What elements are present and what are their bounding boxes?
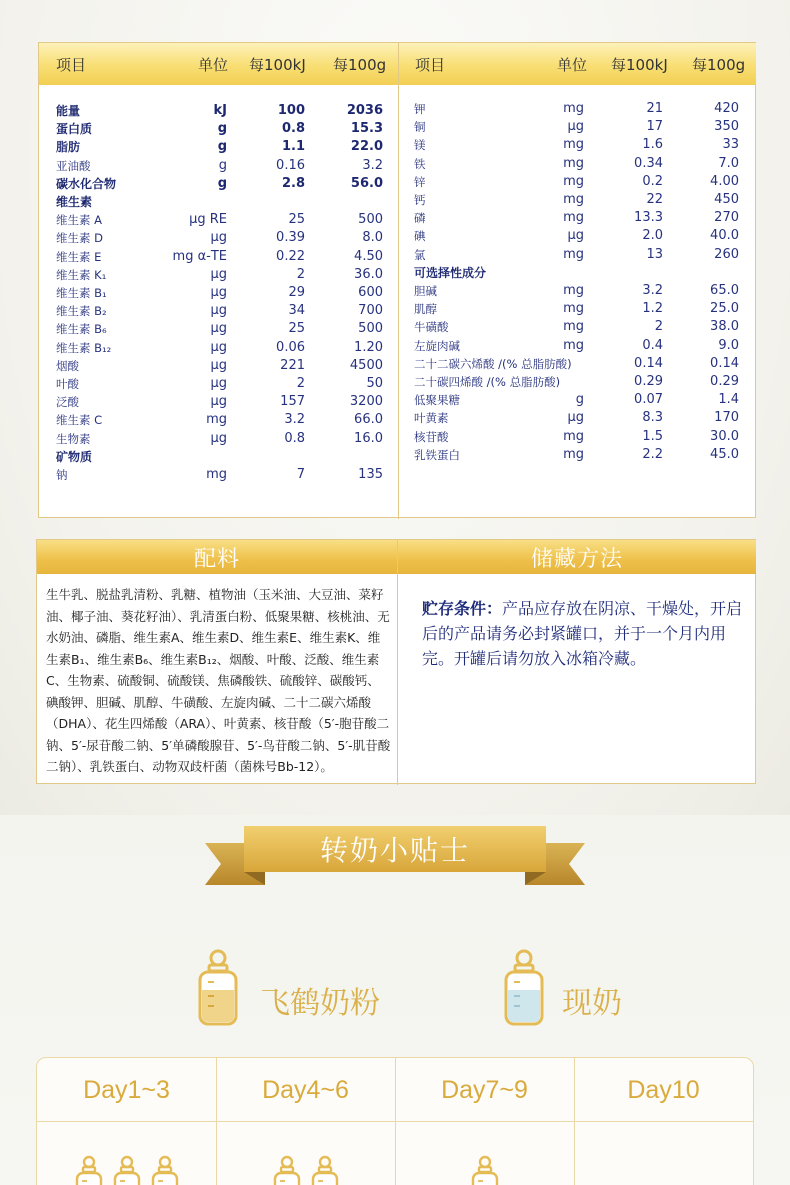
nutrient-per-100kj: 0.39 [276, 230, 305, 246]
nutrient-name: 二十二碳六烯酸 /(% 总脂肪酸) [414, 356, 572, 371]
nutrient-unit: mg [563, 319, 584, 335]
nutrient-per-100kj: 1.6 [642, 137, 663, 153]
nutrient-per-100kj: 0.22 [276, 248, 305, 264]
nutrient-unit: mg [563, 283, 584, 298]
nutrient-per-100g: 56.0 [350, 175, 383, 191]
day-label-3: Day7~9 [441, 1075, 528, 1104]
nutrition-header-left [39, 43, 398, 85]
nutrient-unit: mg [563, 446, 584, 462]
nutrient-unit: mg [563, 192, 584, 207]
storage-body: 产品应存放在阴凉、干燥处，开启后的产品请务必封紧罐口，并于一个月内用完。开罐后请勿放入冰箱冷藏。 [422, 599, 743, 668]
nutrient-per-100g: 350 [714, 119, 739, 135]
nutrient-name: 维生素 B₆ [56, 322, 107, 337]
nutrient-per-100g: 3.2 [362, 157, 383, 173]
nutrient-name: 碳水化合物 [56, 176, 117, 191]
nutrient-per-100kj: 13.3 [634, 210, 663, 226]
nutrient-unit: μg [210, 339, 227, 355]
day-label-4: Day10 [627, 1075, 700, 1104]
nutrient-per-100g: 2036 [346, 103, 383, 118]
nutrient-per-100kj: 0.2 [642, 173, 663, 189]
nutrient-per-100g: 500 [358, 321, 383, 337]
nutrient-per-100g: 4.00 [710, 173, 739, 189]
nutrient-unit: mg [563, 337, 584, 353]
header-unit: 单位 [198, 55, 229, 74]
nutrient-per-100kj: 2.0 [642, 228, 663, 244]
nutrient-name: 锌 [414, 174, 426, 189]
nutrition-row [39, 282, 757, 300]
nutrient-per-100kj: 8.3 [642, 410, 663, 426]
nutrient-per-100g: 0.29 [710, 374, 739, 389]
nutrient-per-100g: 270 [714, 210, 739, 226]
nutrient-name: 胆碱 [414, 284, 437, 298]
legend-current-label: 现奶 [562, 986, 622, 1021]
current-milk-bottle-icon [502, 948, 546, 1028]
nutrient-unit: kJ [213, 103, 227, 118]
nutrient-unit: μg [210, 285, 227, 300]
nutrient-per-100kj: 0.34 [634, 155, 663, 171]
nutrient-per-100kj: 3.2 [642, 283, 663, 298]
nutrient-name: 低聚果糖 [414, 393, 460, 408]
nutrient-unit: g [218, 157, 227, 173]
nutrient-per-100kj: 0.14 [634, 355, 663, 371]
nutrient-per-100g: 500 [358, 212, 383, 228]
nutrient-name: 能量 [56, 104, 81, 118]
day-bottle-icon [470, 1154, 500, 1185]
nutrient-per-100kj: 13 [646, 246, 663, 262]
nutrient-per-100g: 15.3 [350, 121, 383, 137]
nutrient-name: 维生素 B₁ [56, 286, 107, 300]
nutrient-unit: μg RE [189, 212, 227, 228]
nutrient-unit: mg [563, 301, 584, 317]
nutrition-row [39, 118, 757, 136]
nutrition-row [39, 136, 757, 154]
nutrient-name: 镁 [414, 138, 426, 153]
nutrient-per-100g: 170 [714, 410, 739, 426]
header-item: 项目 [415, 55, 446, 74]
nutrition-row [39, 355, 757, 373]
header-per-100g: 每100g [692, 55, 746, 74]
nutrient-name: 维生素 D [56, 231, 104, 246]
nutrient-name: 亚油酸 [56, 158, 91, 173]
nutrient-per-100kj: 1.5 [642, 428, 663, 444]
nutrient-unit: mg α-TE [172, 248, 227, 264]
nutrient-per-100kj: 2 [296, 376, 305, 391]
nutrient-name: 磷 [414, 211, 426, 226]
nutrient-unit: μg [210, 430, 227, 446]
day-label-1: Day1~3 [83, 1075, 170, 1104]
nutrient-unit: mg [206, 412, 227, 428]
nutrient-name: 核苷酸 [414, 429, 449, 444]
nutrient-name: 牛磺酸 [414, 320, 449, 335]
nutrient-name: 维生素 C [56, 413, 103, 428]
nutrient-name: 维生素 B₂ [56, 304, 107, 319]
nutrient-name: 维生素 E [56, 249, 102, 264]
day-bottle-icon [310, 1154, 340, 1185]
nutrient-per-100g: 25.0 [710, 301, 739, 317]
nutrient-per-100kj: 0.8 [281, 121, 305, 137]
nutrient-name: 可选择性成分 [414, 265, 487, 280]
nutrient-per-100kj: 34 [288, 303, 305, 319]
nutrient-per-100g: 16.0 [354, 430, 383, 446]
nutrient-per-100kj: 221 [280, 357, 305, 373]
nutrient-name: 维生素 [56, 195, 93, 209]
nutrition-row [39, 466, 757, 484]
nutrient-per-100g: 0.14 [710, 355, 739, 371]
nutrient-unit: μg [210, 394, 227, 410]
nutrient-per-100g: 7.0 [718, 155, 739, 171]
nutrient-name: 碘 [414, 229, 426, 244]
nutrient-per-100g: 22.0 [350, 139, 383, 155]
nutrient-per-100kj: 2 [654, 319, 663, 335]
nutrient-name: 蛋白质 [56, 122, 93, 137]
nutrient-per-100kj: 7 [296, 467, 305, 482]
nutrient-unit: μg [567, 228, 584, 244]
nutrition-header-right [399, 43, 756, 85]
nutrient-unit: mg [563, 137, 584, 153]
nutrient-per-100g: 50 [366, 376, 383, 391]
ingredients-text: 生牛乳、脱盐乳清粉、乳糖、植物油（玉米油、大豆油、菜籽油、椰子油、葵花籽油）、乳清蛋白粉、低聚果糖、核桃油、无水奶油、磷脂、维生素A、维生素D、维生素E、维生素K、维生素B₁、维生素B₆、维生素B₁₂、烟酸、叶酸、泛酸、维生素C、生物素、硫酸铜、硫酸镁、焦磷酸铁、硫酸锌、碳酸钙、碘酸钾、胆碱、肌醇、牛磺酸、左旋肉碱、二十二碳六烯酸（DHA）、花生四烯酸（ARA）、叶黄素、核苷酸（5′-胞苷酸二钠、5′-尿苷酸二钠、5′单磷酸腺苷、5′-鸟苷酸二钠、5′-肌苷酸二钠）、乳铁蛋白、动物双歧杆菌（菌株号Bb-12）。 [46, 587, 391, 774]
nutrient-per-100kj: 0.4 [642, 337, 663, 353]
nutrient-name: 铁 [414, 156, 426, 171]
nutrition-row [39, 173, 757, 191]
legend-formula-label: 飞鹤奶粉 [260, 986, 380, 1021]
nutrient-name: 钙 [414, 193, 426, 207]
nutrient-per-100g: 9.0 [718, 337, 739, 353]
storage-title: 储藏方法 [398, 540, 756, 574]
nutrition-row [39, 264, 757, 282]
day-bottle-icon [74, 1154, 104, 1185]
nutrient-per-100kj: 1.1 [281, 139, 305, 155]
storage-text [422, 596, 747, 671]
nutrition-table [38, 42, 756, 518]
nutrient-name: 左旋肉碱 [414, 338, 460, 353]
nutrient-name: 乳铁蛋白 [414, 447, 460, 462]
formula-bottle-icon [196, 948, 240, 1028]
nutrient-per-100kj: 0.8 [284, 430, 305, 446]
ingredient-storage-divider [397, 540, 398, 785]
nutrient-per-100g: 33 [722, 137, 739, 153]
nutrient-per-100g: 8.0 [362, 230, 383, 246]
nutrient-per-100g: 1.20 [354, 339, 383, 355]
nutrition-row [39, 300, 757, 318]
nutrient-unit: μg [567, 410, 584, 426]
nutrient-name: 二十碳四烯酸 /(% 总脂肪酸) [414, 375, 561, 389]
nutrient-name: 叶黄素 [414, 411, 449, 426]
nutrient-per-100g: 1.4 [718, 392, 739, 408]
day-transition-table [36, 1057, 754, 1185]
nutrient-per-100g: 450 [714, 192, 739, 207]
nutrition-row [39, 155, 757, 173]
nutrition-row [39, 373, 757, 391]
nutrient-per-100kj: 0.16 [276, 157, 305, 173]
nutrient-unit: μg [567, 119, 584, 135]
storage-label: 贮存条件： [422, 599, 503, 618]
nutrient-unit: g [217, 139, 227, 155]
nutrient-per-100g: 4.50 [354, 248, 383, 264]
nutrition-row [39, 337, 757, 355]
ingredient-storage-panel [36, 539, 756, 784]
nutrient-per-100kj: 21 [646, 101, 663, 116]
nutrient-per-100g: 4500 [349, 357, 383, 373]
nutrient-per-100kj: 0.29 [634, 374, 663, 389]
nutrient-per-100g: 260 [714, 246, 739, 262]
nutrient-unit: g [217, 175, 227, 191]
nutrition-row [39, 428, 757, 446]
nutrient-per-100g: 38.0 [710, 319, 739, 335]
nutrient-name: 叶酸 [56, 377, 79, 391]
nutrient-name: 维生素 A [56, 213, 103, 228]
nutrient-name: 铜 [414, 120, 426, 135]
nutrient-unit: μg [210, 321, 227, 337]
nutrient-name: 泛酸 [56, 395, 79, 410]
nutrient-name: 钾 [414, 102, 426, 116]
nutrient-per-100g: 700 [358, 303, 383, 319]
nutrient-per-100g: 36.0 [354, 266, 383, 282]
nutrient-per-100kj: 3.2 [284, 412, 305, 428]
nutrient-unit: μg [210, 230, 227, 246]
day-bottle-icon [150, 1154, 180, 1185]
nutrition-row [39, 191, 757, 209]
nutrient-unit: g [575, 392, 584, 408]
nutrition-row [39, 100, 757, 118]
nutrient-unit: mg [563, 428, 584, 444]
nutrient-per-100kj: 100 [277, 103, 305, 118]
nutrient-per-100kj: 22 [646, 192, 663, 207]
nutrient-unit: mg [563, 246, 584, 262]
nutrient-per-100g: 135 [358, 467, 383, 482]
nutrient-per-100kj: 2 [296, 266, 305, 282]
day-bottle-icon [272, 1154, 302, 1185]
nutrient-per-100kj: 157 [280, 394, 305, 410]
tips-title: 转奶小贴士 [319, 834, 470, 867]
nutrient-per-100g: 30.0 [710, 428, 739, 444]
ingredients-title: 配料 [37, 540, 397, 574]
nutrient-per-100kj: 0.07 [634, 392, 663, 408]
nutrient-name: 钠 [56, 468, 68, 482]
header-per-100kj: 每100kJ [611, 55, 668, 74]
header-item: 项目 [56, 55, 87, 74]
nutrient-name: 维生素 B₁₂ [56, 340, 112, 355]
nutrient-per-100g: 420 [714, 101, 739, 116]
header-unit: 单位 [557, 55, 588, 74]
nutrient-per-100kj: 25 [288, 321, 305, 337]
nutrient-unit: μg [210, 376, 227, 391]
nutrient-unit: mg [563, 155, 584, 171]
nutrient-per-100g: 600 [358, 285, 383, 300]
nutrient-unit: μg [210, 266, 227, 282]
nutrient-unit: μg [210, 303, 227, 319]
nutrient-name: 肌醇 [414, 302, 437, 317]
nutrient-unit: mg [563, 173, 584, 189]
nutrient-unit: μg [210, 357, 227, 373]
nutrient-per-100kj: 25 [288, 212, 305, 228]
nutrient-per-100g: 40.0 [710, 228, 739, 244]
nutrient-per-100g: 3200 [349, 394, 383, 410]
nutrient-per-100kj: 2.2 [642, 446, 663, 462]
nutrient-per-100kj: 1.2 [642, 301, 663, 317]
nutrient-unit: mg [206, 467, 227, 482]
nutrient-unit: g [217, 121, 227, 137]
nutrition-row [39, 391, 757, 409]
nutrient-name: 生物素 [56, 431, 91, 446]
nutrition-row [39, 246, 757, 264]
nutrition-row [39, 227, 757, 245]
nutrient-name: 氯 [414, 247, 426, 262]
nutrient-per-100g: 66.0 [354, 412, 383, 428]
nutrition-row [39, 409, 757, 427]
nutrient-name: 维生素 K₁ [56, 267, 107, 282]
nutrient-per-100kj: 29 [288, 285, 305, 300]
nutrient-per-100g: 65.0 [710, 283, 739, 298]
nutrient-name: 烟酸 [56, 358, 79, 373]
nutrient-per-100kj: 2.8 [281, 175, 305, 191]
nutrient-per-100g: 45.0 [710, 446, 739, 462]
nutrient-per-100kj: 0.06 [276, 339, 305, 355]
nutrient-unit: mg [563, 101, 584, 116]
nutrient-name: 脂肪 [56, 140, 81, 155]
nutrition-row [39, 209, 757, 227]
nutrient-per-100kj: 17 [646, 119, 663, 135]
header-per-100g: 每100g [333, 55, 387, 74]
nutrition-row [39, 318, 757, 336]
nutrition-row [39, 446, 757, 464]
header-per-100kj: 每100kJ [249, 55, 306, 74]
day-bottle-icon [112, 1154, 142, 1185]
nutrient-name: 矿物质 [56, 449, 93, 464]
day-label-2: Day4~6 [262, 1075, 349, 1104]
nutrient-unit: mg [563, 210, 584, 226]
